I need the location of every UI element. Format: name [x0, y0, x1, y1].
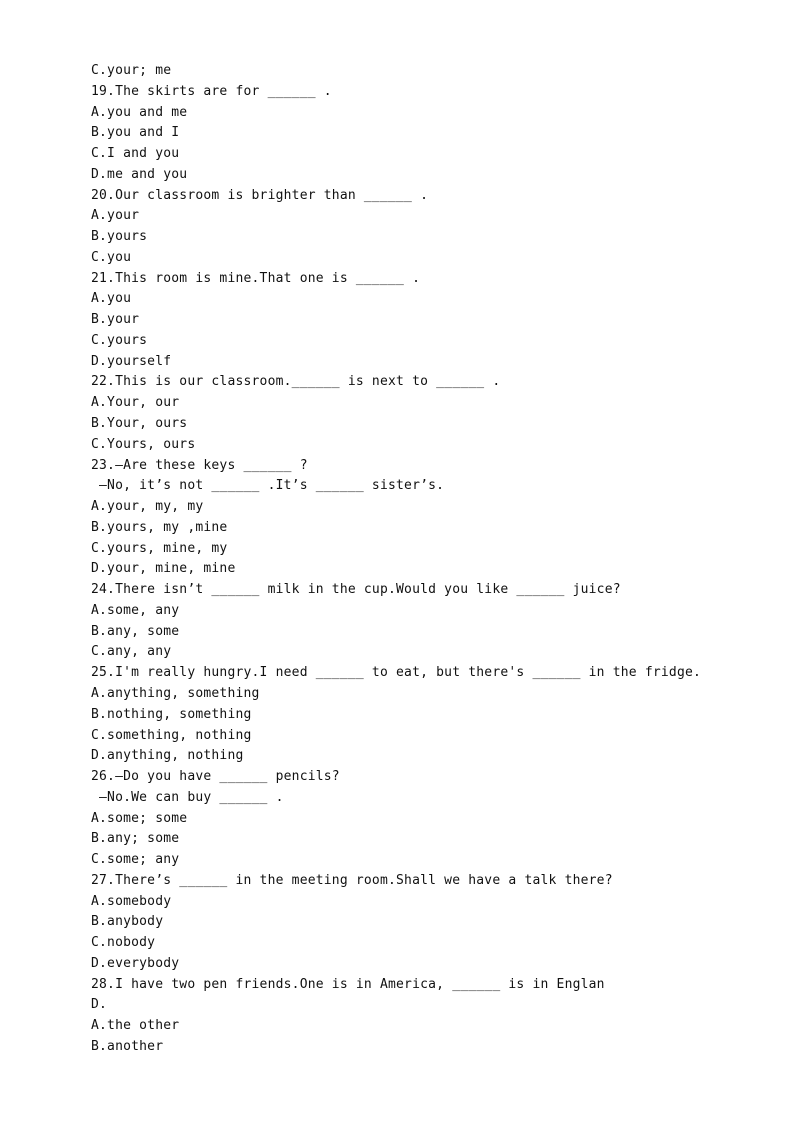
question-26-reply: –No.We can buy ______ .	[91, 789, 284, 805]
question-23: 23.–Are these keys ______ ?	[91, 457, 308, 473]
option-line: D.yourself	[91, 353, 172, 369]
option-line: A.the other	[91, 1018, 180, 1034]
question-27: 27.There’s ______ in the meeting room.Shall we have a talk there?	[91, 872, 613, 888]
option-line: B.your	[91, 312, 140, 328]
option-line: D.me and you	[91, 166, 188, 182]
option-line: C.some; any	[91, 852, 180, 868]
text-line: C.your; me	[91, 63, 172, 78]
option-line: C.Yours, ours	[91, 436, 196, 452]
option-line: A.anything, something	[91, 685, 260, 701]
option-line: C.any, any	[91, 644, 172, 660]
question-26: 26.–Do you have ______ pencils?	[91, 769, 340, 785]
option-line: A.you	[91, 291, 132, 307]
option-line: D.your, mine, mine	[91, 561, 236, 577]
option-line: A.your, my, my	[91, 499, 204, 515]
option-line: C.something, nothing	[91, 727, 252, 743]
option-line: A.your	[91, 208, 140, 224]
option-line: B.any, some	[91, 623, 180, 639]
question-21: 21.This room is mine.That one is ______ .	[91, 270, 421, 286]
worksheet-page	[91, 61, 731, 1058]
question-28-wrap: D.	[91, 997, 108, 1013]
option-line: A.you and me	[91, 104, 188, 120]
option-line: A.some, any	[91, 602, 180, 618]
option-line: A.somebody	[91, 893, 172, 909]
question-20: 20.Our classroom is brighter than ______ .	[91, 187, 429, 203]
option-line: B.you and I	[91, 125, 180, 141]
question-23-reply: –No, it’s not ______ .It’s ______ sister’s.	[91, 478, 445, 494]
option-line: B.any; some	[91, 831, 180, 847]
option-line: B.Your, ours	[91, 416, 188, 432]
option-line: D.anything, nothing	[91, 748, 244, 764]
question-24: 24.There isn’t ______ milk in the cup.Would you like ______ juice?	[91, 582, 621, 598]
option-line: D.everybody	[91, 955, 180, 971]
option-line: B.yours	[91, 229, 148, 245]
option-line: B.yours, my ,mine	[91, 519, 228, 535]
option-line: A.Your, our	[91, 395, 180, 411]
option-line: A.some; some	[91, 810, 188, 826]
option-line: C.yours, mine, my	[91, 540, 228, 556]
option-line: B.anybody	[91, 914, 164, 930]
question-19: 19.The skirts are for ______ .	[91, 83, 332, 99]
option-line: C.you	[91, 249, 132, 265]
question-28: 28.I have two pen friends.One is in America, ______ is in Englan	[91, 976, 605, 992]
option-line: C.I and you	[91, 146, 180, 162]
option-line: C.yours	[91, 332, 148, 348]
option-line: B.another	[91, 1038, 164, 1054]
question-25: 25.I'm really hungry.I need ______ to eat, but there's ______ in the fridge.	[91, 665, 702, 681]
question-22: 22.This is our classroom.______ is next to ______ .	[91, 374, 501, 390]
option-line: B.nothing, something	[91, 706, 252, 722]
option-line: C.nobody	[91, 935, 156, 951]
